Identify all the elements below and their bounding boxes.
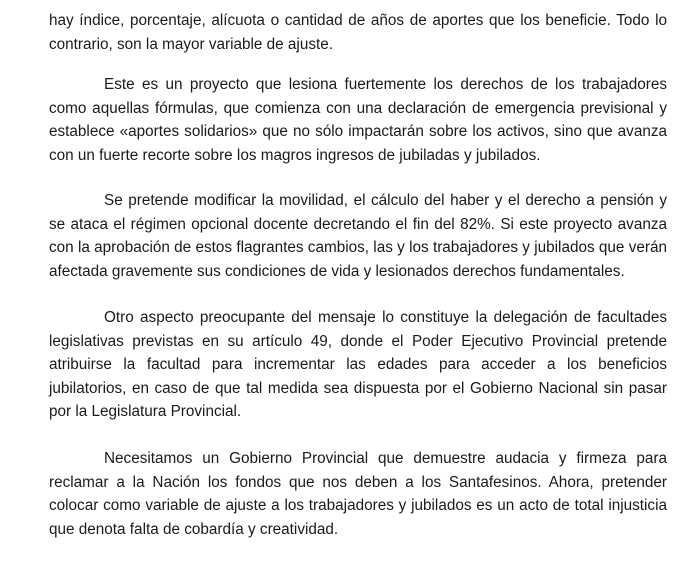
paragraph-gobierno (49, 447, 667, 541)
paragraph-text: Necesitamos un Gobierno Provincial que demuestre audacia y firmeza para reclamar a la Nación los fondos que nos deben a los Santafesinos. Ahora, pretender colocar como variable de ajuste a los trabajadores y jubilados es un acto de total injusticia que denota falta de cobardía y creatividad. (49, 450, 667, 538)
paragraph-proyecto (49, 73, 667, 167)
paragraph-movilidad (49, 189, 667, 283)
paragraph-text: hay índice, porcentaje, alícuota o cantidad de años de aportes que los beneficie. Todo lo contrario, son la mayor variable de ajuste. (49, 12, 667, 53)
paragraph-continuation (49, 9, 667, 56)
paragraph-text: Este es un proyecto que lesiona fuertemente los derechos de los trabajadores como aquellas fórmulas, que comienza con una declaración de emergencia previsional y establece «aportes solidarios» que no sólo impactarán sobre los activos, sino que avanza con un fuerte recorte sobre los magros ingresos de jubiladas y jubilados. (49, 76, 667, 164)
paragraph-delegacion (49, 306, 667, 424)
paragraph-text: Otro aspecto preocupante del mensaje lo constituye la delegación de facultades legislativas previstas en su artículo 49, donde el Poder Ejecutivo Provincial pretende atribuirse la facultad para incrementar las edades para acceder a los beneficios jubilatorios, en caso de que tal medida sea dispuesta por el Gobierno Nacional sin pasar por la Legislatura Provincial. (49, 309, 667, 420)
paragraph-text: Se pretende modificar la movilidad, el cálculo del haber y el derecho a pensión y se ataca el régimen opcional docente decretando el fin del 82%. Si este proyecto avanza con la aprobación de estos flagrantes cambios, las y los trabajadores y jubilados que verán afectada gravemente sus condiciones de vida y lesionados derechos fundamentales. (49, 192, 667, 280)
